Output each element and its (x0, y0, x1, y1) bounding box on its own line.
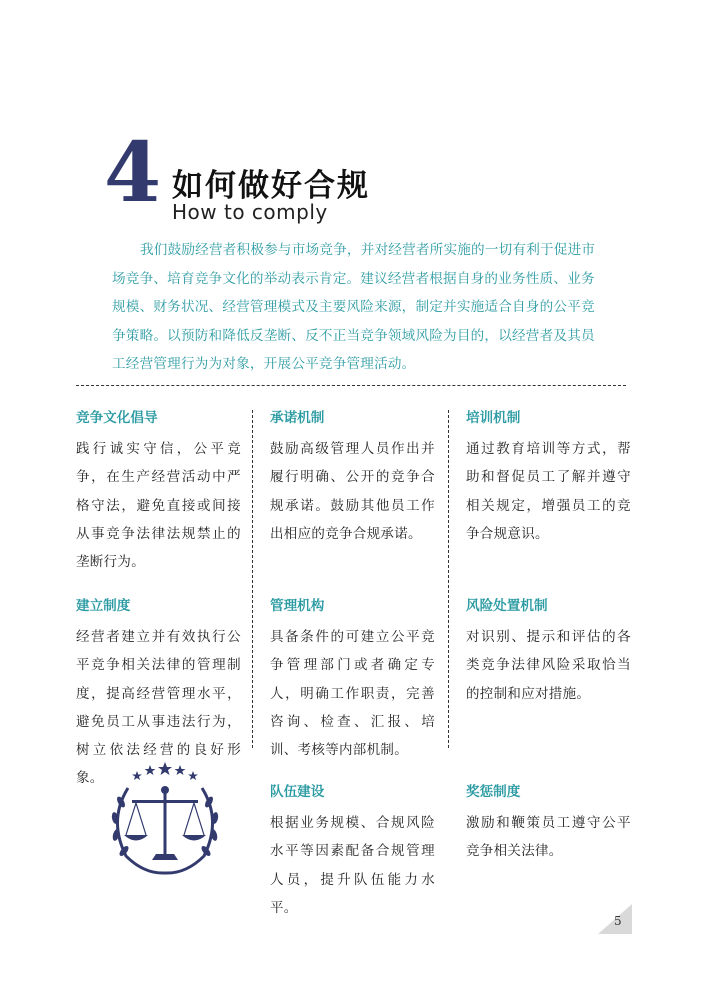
chapter-number: 4 (104, 125, 162, 221)
section-body: 鼓励高级管理人员作出并履行明确、公开的竞争合规承诺。鼓励其他员工作出相应的竞争合规承诺。 (270, 441, 435, 542)
section-training (466, 408, 631, 548)
section-risk-handling (466, 596, 631, 708)
intro-text: 我们鼓励经营者积极参与市场竞争，并对经营者所实施的一切有利于促进市场竞争、培育竞争文化的举动表示肯定。建议经营者根据自身的业务性质、业务规模、财务状况、经营管理模式及主要风险来源，制定并实施适合自身的公平竞争策略。以预防和降低反垄断、反不正当竞争领域风险为目的，以经营者及其员工经营管理行为为对象，开展公平竞争管理活动。 (112, 242, 596, 372)
page-number: 5 (614, 914, 622, 928)
section-title: 管理机构 (270, 598, 325, 614)
section-body: 经营者建立并有效执行公平竞争相关法律的管理制度，提高经营管理水平，避免员工从事违法行为，树立依法经营的良好形象。 (76, 629, 241, 787)
section-title: 培训机制 (466, 410, 521, 426)
section-competition-culture (76, 408, 241, 576)
section-body: 践行诚实守信，公平竞争，在生产经营活动中严格守法，避免直接或间接从事竞争法律法规禁止的垄断行为。 (76, 441, 241, 571)
section-body: 根据业务规模、合规风险水平等因素配备合规管理人员，提升队伍能力水平。 (270, 815, 435, 916)
section-title: 建立制度 (76, 598, 131, 614)
horizontal-divider (76, 385, 626, 386)
page-subtitle: How to comply (172, 200, 328, 224)
page-title: 如何做好合规 (172, 168, 370, 204)
section-title: 风险处置机制 (466, 598, 548, 614)
column-divider (448, 410, 449, 748)
section-title: 队伍建设 (270, 784, 325, 800)
section-team (270, 782, 435, 922)
section-body: 具备条件的可建立公平竞争管理部门或者确定专人，明确工作职责，完善咨询、检查、汇报、培训、考核等内部机制。 (270, 629, 435, 759)
section-title: 奖惩制度 (466, 784, 521, 800)
section-title: 竞争文化倡导 (76, 410, 158, 426)
column-divider (252, 410, 253, 748)
scales-of-justice-icon (100, 760, 230, 880)
section-reward-penalty (466, 782, 631, 866)
section-body: 激励和鞭策员工遵守公平竞争相关法律。 (466, 815, 631, 860)
section-body: 对识别、提示和评估的各类竞争法律风险采取恰当的控制和应对措施。 (466, 629, 631, 702)
section-body: 通过教育培训等方式，帮助和督促员工了解并遵守相关规定，增强员工的竞争合规意识。 (466, 441, 631, 542)
section-commitment (270, 408, 435, 548)
intro-paragraph (112, 236, 602, 379)
section-management (270, 596, 435, 764)
section-title: 承诺机制 (270, 410, 325, 426)
